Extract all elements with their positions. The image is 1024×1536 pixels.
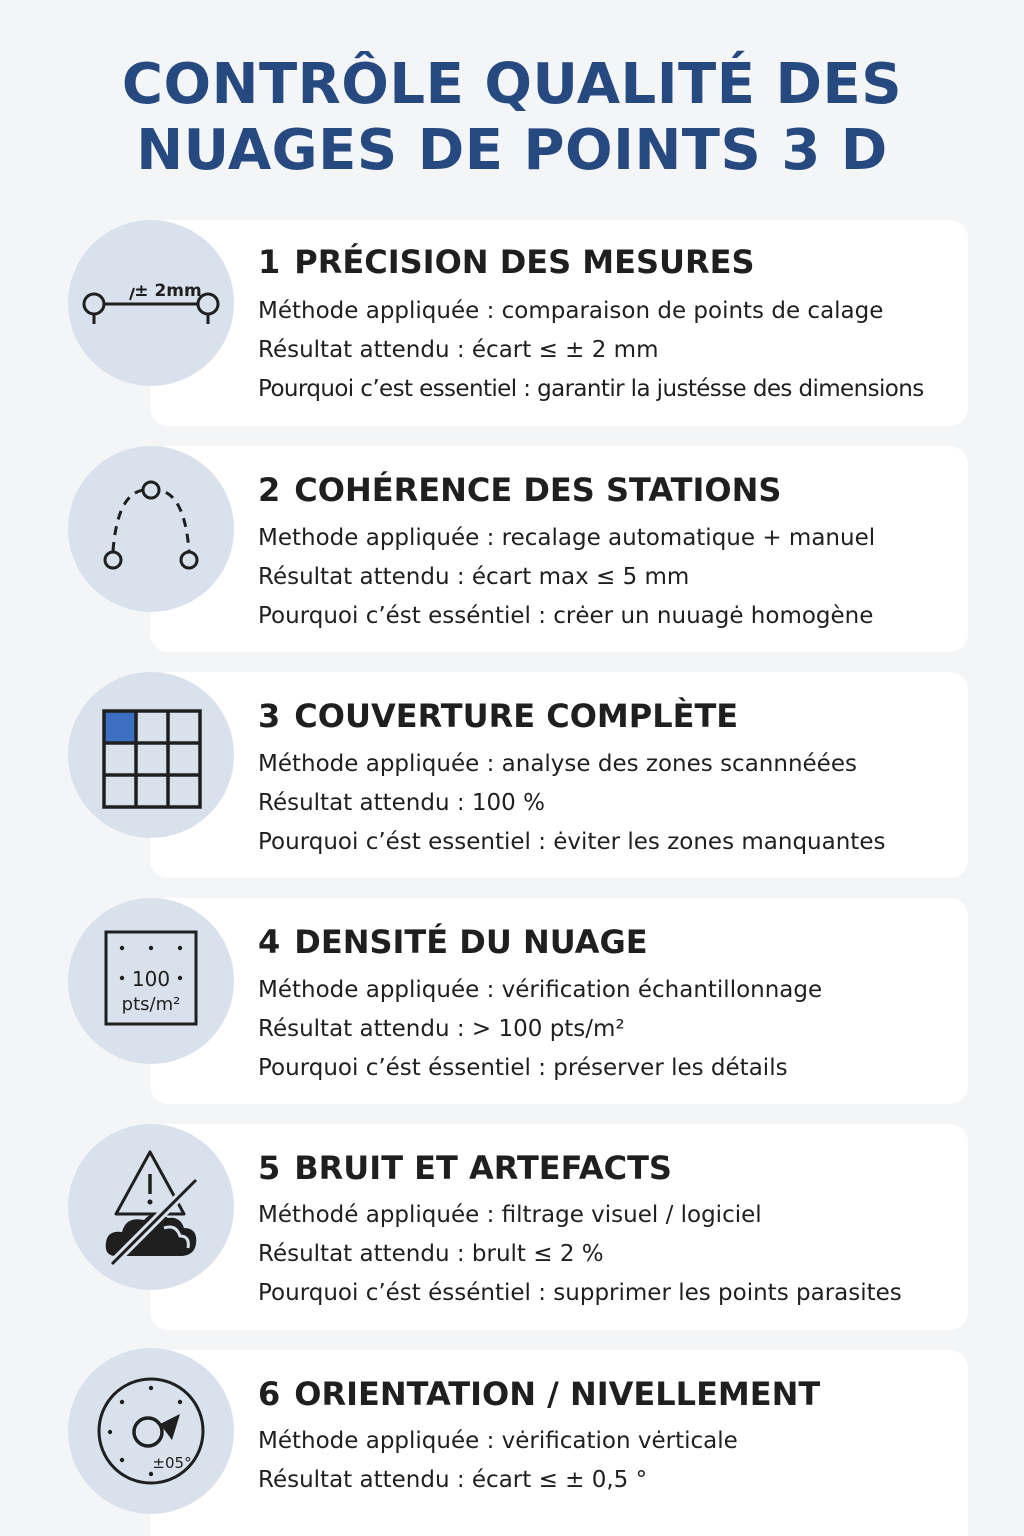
section-heading-6: 6 ORIENTATION / NIVELLEMENT [258,1375,821,1413]
section-4-result: Résultat attendu : > 100 pts/m² [258,1016,625,1042]
section-5-method: Méthodé appliquée : filtrage visuel / logiciel [258,1202,762,1228]
grid-coverage-icon [68,672,234,838]
section-1-result: Résultat attendu : écart ≤ ± 2 mm [258,337,659,363]
density-square-icon [68,898,234,1064]
level-label: ±05° [152,1454,192,1472]
section-3-method: Méthode appliquée : analyse des zones scannnéées [258,751,857,777]
caliper-icon [68,220,234,386]
section-6-method: Méthode appliquée : vėrification vėrticale [258,1428,738,1454]
section-4-why: Pourquoi c’ést éssentiel : préserver les détails [258,1055,788,1081]
section-icon-1 [68,220,234,386]
section-2-result: Résultat attendu : écart max ≤ 5 mm [258,564,690,590]
section-heading-1: 1 PRÉCISION DES MESURES [258,243,755,281]
page-title [0,52,1024,184]
warning-cloud-icon [68,1124,234,1290]
section-heading-2: 2 COHÉRENCE DES STATIONS [258,471,782,509]
section-icon-6 [68,1348,234,1514]
title-line-2: NUAGES DE POINTS 3 D [136,118,888,183]
section-5-result: Résultat attendu : brult ≤ 2 % [258,1241,604,1267]
section-icon-5 [68,1124,234,1290]
density-unit: pts/m² [121,994,181,1015]
title-line-1: CONTRÔLE QUALITÉ DES [121,52,903,117]
section-heading-4: 4 DENSITÉ DU NUAGE [258,923,648,961]
caliper-label: ± 2mm [134,281,202,301]
section-1-why: Pourquoi c’est essentiel : garantir la justésse des dimensions [258,376,924,402]
section-heading-3: 3 COUVERTURE COMPLÈTE [258,697,739,735]
section-1-method: Méthode appliquée : comparaison de points de calage [258,298,884,324]
density-value: 100 [131,967,171,991]
section-icon-3 [68,672,234,838]
section-4-method: Méthode appliquée : vérification échantillonnage [258,977,823,1003]
section-icon-2 [68,446,234,612]
section-5-why: Pourquoi c’ést ésséntiel : supprimer les points parasites [258,1280,902,1306]
section-2-why: Pourquoi c’ést esséntiel : crėer un nuuagė homogène [258,603,874,629]
section-2-method: Methode appliquée : recalage automatique + manuel [258,525,876,551]
section-3-why: Pourquoi c’ést essentiel : ėviter les zones manquantes [258,829,886,855]
section-6-result: Résultat attendu : écart ≤ ± 0,5 ° [258,1467,648,1493]
section-heading-5: 5 BRUIT ET ARTEFACTS [258,1149,672,1187]
section-3-result: Résultat attendu : 100 % [258,790,545,816]
section-icon-4 [68,898,234,1064]
level-dial-icon [68,1348,234,1514]
station-arc-icon [68,446,234,612]
